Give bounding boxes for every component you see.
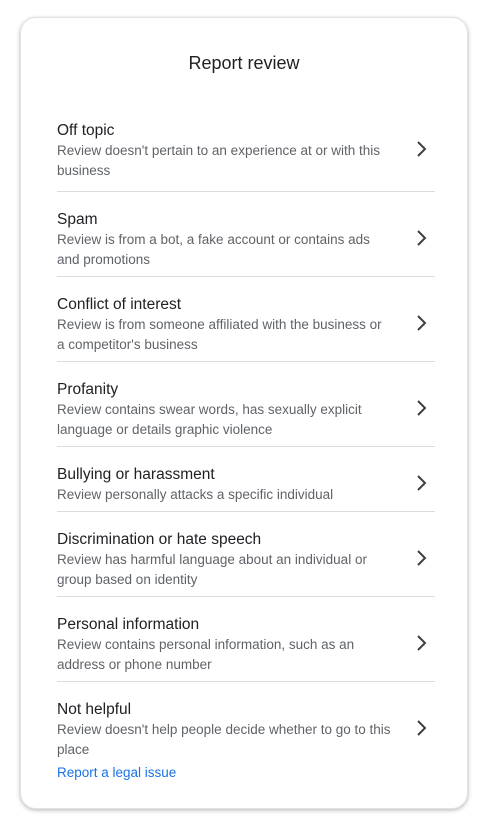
option-title: Profanity	[57, 381, 119, 398]
option-description: Review is from someone affiliated with the business or a competitor's business	[57, 317, 382, 352]
option-description: Review doesn't help people decide whether to go to this place	[57, 722, 391, 757]
option-description: Review has harmful language about an individual or group based on identity	[57, 552, 367, 587]
option-profanity[interactable]	[57, 362, 435, 447]
option-spam[interactable]	[57, 192, 435, 277]
option-off-topic[interactable]	[57, 103, 435, 192]
chevron-right-icon	[415, 719, 429, 737]
option-title: Conflict of interest	[57, 296, 182, 313]
option-bullying-or-harassment[interactable]	[57, 447, 435, 512]
option-title: Off topic	[57, 122, 115, 139]
option-description: Review contains swear words, has sexually explicit language or details graphic violence	[57, 402, 362, 437]
option-description: Review contains personal information, such as an address or phone number	[57, 637, 355, 672]
chevron-right-icon	[415, 549, 429, 567]
option-personal-information[interactable]	[57, 597, 435, 682]
option-not-helpful[interactable]	[57, 682, 435, 766]
chevron-right-icon	[415, 314, 429, 332]
option-description: Review personally attacks a specific individual	[57, 487, 334, 502]
chevron-right-icon	[415, 474, 429, 492]
chevron-right-icon	[415, 140, 429, 158]
option-title: Personal information	[57, 616, 200, 633]
option-title: Bullying or harassment	[57, 466, 215, 483]
dialog-title: Report review	[188, 53, 300, 73]
option-description: Review is from a bot, a fake account or contains ads and promotions	[57, 232, 370, 267]
report-options-list	[57, 103, 435, 766]
option-title: Not helpful	[57, 701, 132, 718]
option-title: Spam	[57, 211, 98, 228]
option-conflict-of-interest[interactable]	[57, 277, 435, 362]
option-discrimination-or-hate-speech[interactable]	[57, 512, 435, 597]
report-legal-issue-link[interactable]: Report a legal issue	[57, 765, 177, 780]
report-review-dialog	[20, 17, 468, 809]
option-description: Review doesn't pertain to an experience at or with this business	[57, 143, 381, 178]
chevron-right-icon	[415, 399, 429, 417]
option-title: Discrimination or hate speech	[57, 531, 262, 548]
chevron-right-icon	[415, 634, 429, 652]
chevron-right-icon	[415, 229, 429, 247]
